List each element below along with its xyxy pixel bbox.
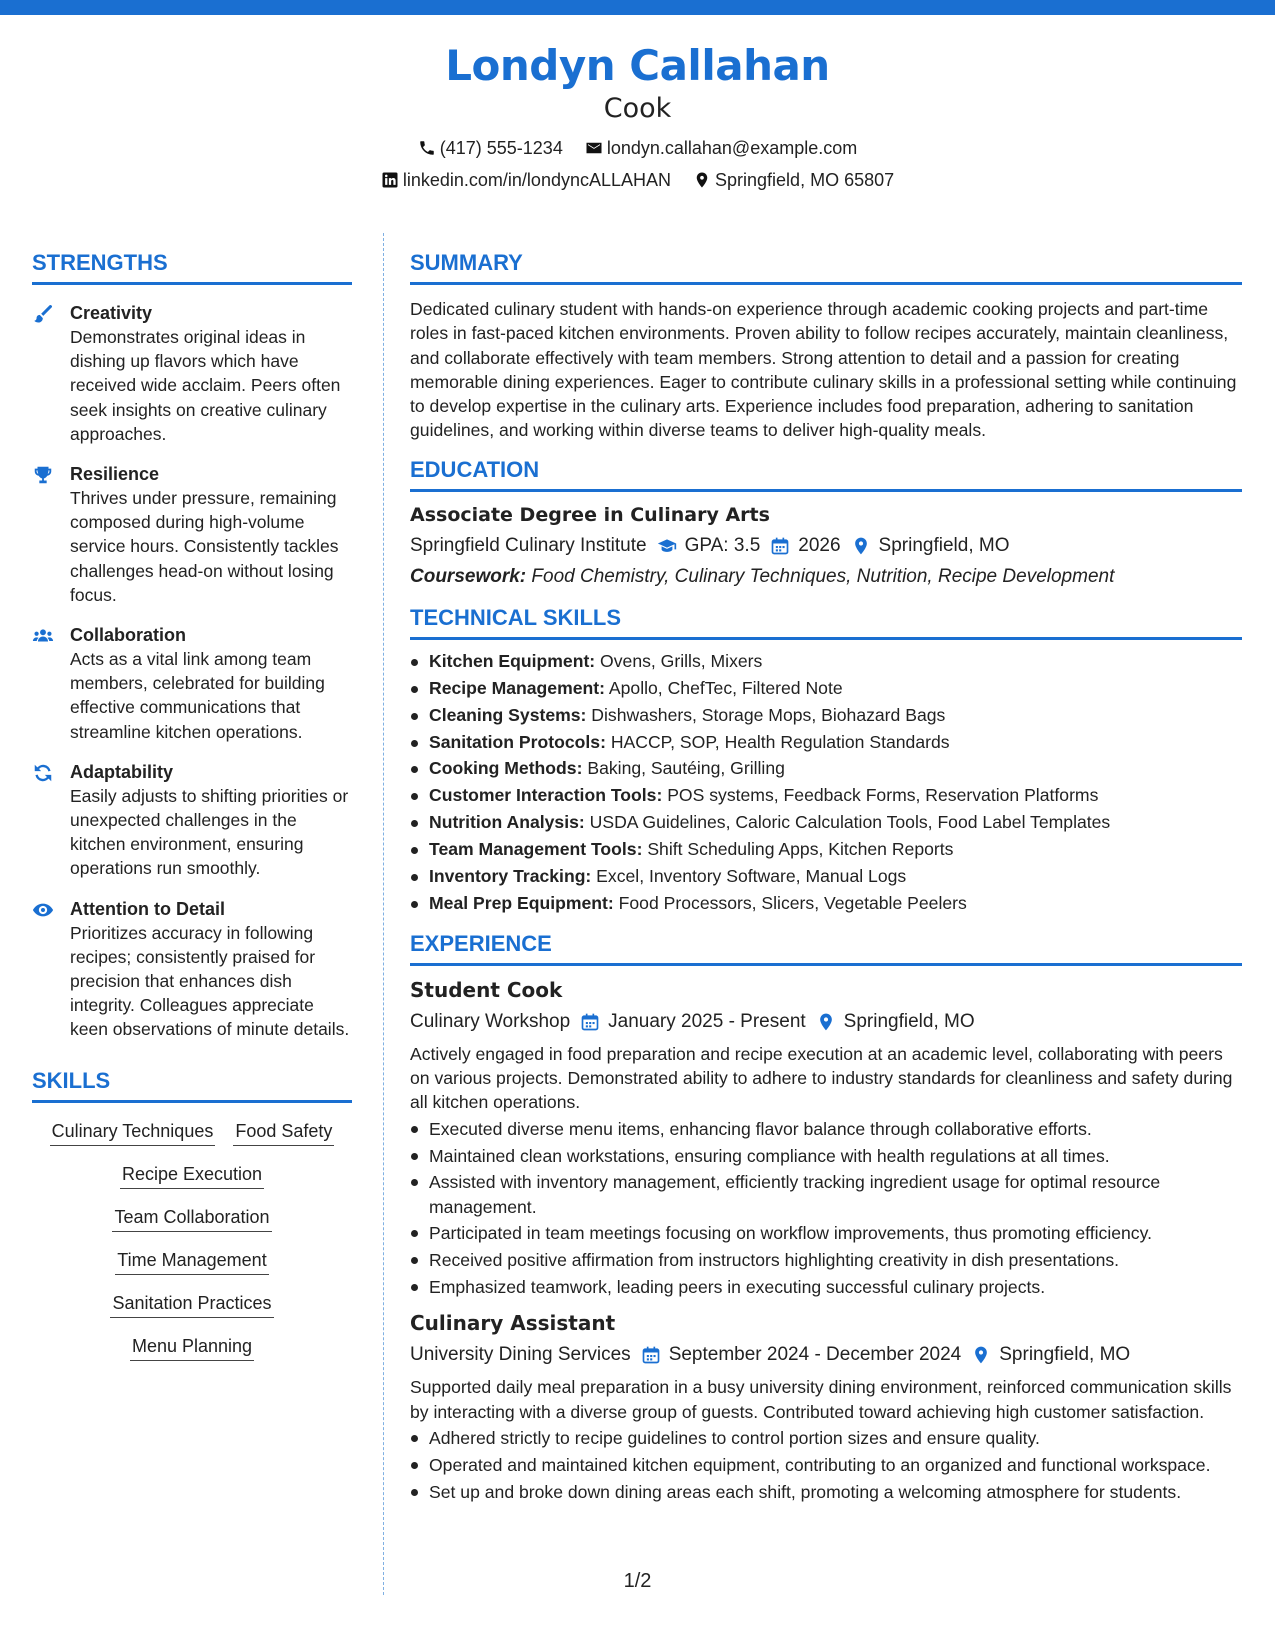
technical-skills-list	[410, 648, 1242, 917]
job-entry	[410, 1309, 1242, 1503]
strength-item	[32, 897, 352, 1042]
job-location: Springfield, MO	[999, 1344, 1131, 1366]
experience-section	[410, 931, 1242, 1504]
strength-desc: Acts as a vital link among team members, celebrated for building effective communications that streamline kitchen operations.	[70, 649, 325, 742]
strength-title: Resilience	[70, 464, 160, 485]
list-item: Executed diverse menu items, enhancing flavor balance through collaborative efforts.	[410, 1117, 1242, 1141]
strength-desc: Thrives under pressure, remaining composed during high-volume service hours. Consistently tackles challenges head-on without losing focus.	[70, 488, 339, 605]
top-accent-bar	[0, 0, 1275, 15]
list-item: Cooking Methods: Baking, Sautéing, Grilling	[410, 755, 1242, 782]
strength-item	[32, 760, 352, 881]
skill-tag: Team Collaboration	[112, 1205, 271, 1232]
job-bullets	[410, 1426, 1242, 1504]
list-item: Recipe Management: Apollo, ChefTec, Filtered Note	[410, 675, 1242, 702]
experience-heading: EXPERIENCE	[410, 931, 1242, 966]
left-column	[32, 250, 352, 1361]
degree-title: Associate Degree in Culinary Arts	[410, 503, 770, 526]
linkedin-text: linkedin.com/in/londyncALLAHAN	[402, 170, 672, 190]
gpa-text: GPA: 3.5	[684, 534, 761, 556]
graduation-year: 2026	[798, 534, 841, 556]
list-item: Sanitation Protocols: HACCP, SOP, Health Regulation Standards	[410, 729, 1242, 756]
skill-tag: Sanitation Practices	[110, 1291, 273, 1318]
phone-text: (417) 555-1234	[439, 138, 563, 158]
resume-header	[0, 40, 1275, 192]
users-icon	[32, 625, 54, 647]
education-meta	[410, 532, 1242, 560]
job-location: Springfield, MO	[843, 1010, 975, 1032]
job-description: Supported daily meal preparation in a busy university dining environment, reinforced communication skills by interacting with a diverse group of guests. Contributed toward achieving high customer satisfaction.	[410, 1377, 1232, 1422]
list-item: Set up and broke down dining areas each shift, promoting a welcoming atmosphere for students.	[410, 1480, 1242, 1504]
job-dates: September 2024 - December 2024	[668, 1344, 962, 1366]
list-item: Operated and maintained kitchen equipment, contributing to an organized and functional workspace.	[410, 1453, 1242, 1477]
right-column	[410, 250, 1242, 1506]
email-text: londyn.callahan@example.com	[606, 138, 858, 158]
graduation-cap-icon	[657, 536, 677, 556]
job-title: Culinary Assistant	[410, 1311, 616, 1336]
contact-phone[interactable]	[418, 136, 563, 160]
phone-icon	[418, 139, 436, 157]
contact-row-1	[0, 136, 1275, 160]
candidate-name: Londyn Callahan	[445, 41, 830, 90]
trophy-icon	[32, 464, 54, 486]
list-item: Adhered strictly to recipe guidelines to control portion sizes and ensure quality.	[410, 1426, 1242, 1450]
contact-email[interactable]	[585, 136, 857, 160]
summary-text: Dedicated culinary student with hands-on experience through academic cooking projects and part-time roles in fast-paced kitchen environments. Proven ability to follow recipes accurately, maintain cleanliness, and collaborate effectively with team members. Strong attention to detail and a passion for creating memorable dining experiences. Eager to contribute culinary skills in a professional setting while continuing to develop expertise in the culinary arts. Experience includes food preparation, adhering to sanitation guidelines, and working within diverse teams to deliver high-quality meals.	[410, 299, 1237, 441]
education-section	[410, 457, 1242, 591]
strength-item	[32, 301, 352, 446]
eye-icon	[32, 899, 54, 921]
job-title: Student Cook	[410, 977, 563, 1002]
strength-item	[32, 623, 352, 744]
calendar-icon	[580, 1012, 600, 1032]
linkedin-icon	[381, 171, 399, 189]
strength-title: Adaptability	[70, 761, 174, 782]
coursework	[410, 563, 1242, 591]
column-divider	[383, 233, 384, 1595]
list-item: Cleaning Systems: Dishwashers, Storage Mops, Biohazard Bags	[410, 702, 1242, 729]
strength-title: Creativity	[70, 303, 153, 323]
calendar-icon	[770, 536, 790, 556]
strength-title: Collaboration	[70, 625, 186, 646]
skill-tag: Menu Planning	[130, 1334, 254, 1361]
envelope-icon	[585, 139, 603, 157]
strengths-heading: STRENGTHS	[32, 250, 352, 285]
school-location: Springfield, MO	[878, 534, 1010, 556]
skills-section	[32, 1068, 352, 1361]
list-item: Team Management Tools: Shift Scheduling Apps, Kitchen Reports	[410, 836, 1242, 863]
list-item: Assisted with inventory management, efficiently tracking ingredient usage for optimal resource management.	[410, 1170, 1242, 1219]
technical-skills-heading: TECHNICAL SKILLS	[410, 605, 1242, 640]
coursework-label: Coursework:	[410, 565, 527, 587]
summary-heading: SUMMARY	[410, 250, 1242, 285]
education-heading: EDUCATION	[410, 457, 1242, 492]
contact-location	[693, 168, 894, 192]
contact-row-2	[0, 168, 1275, 192]
company-name: University Dining Services	[410, 1344, 631, 1366]
list-item: Customer Interaction Tools: POS systems, Feedback Forms, Reservation Platforms	[410, 782, 1242, 809]
school-name: Springfield Culinary Institute	[410, 534, 647, 556]
skill-tag: Food Safety	[233, 1119, 334, 1146]
strength-item	[32, 462, 352, 607]
map-pin-icon	[693, 171, 711, 189]
list-item: Emphasized teamwork, leading peers in executing successful culinary projects.	[410, 1275, 1242, 1299]
page-indicator: 1/2	[623, 1570, 652, 1592]
list-item: Maintained clean workstations, ensuring compliance with health regulations at all times.	[410, 1144, 1242, 1168]
list-item: Meal Prep Equipment: Food Processors, Slicers, Vegetable Peelers	[410, 890, 1242, 917]
company-name: Culinary Workshop	[410, 1010, 571, 1032]
candidate-title: Cook	[603, 93, 672, 124]
strength-title: Attention to Detail	[70, 898, 225, 919]
contact-linkedin[interactable]	[381, 168, 671, 192]
list-item: Kitchen Equipment: Ovens, Grills, Mixers	[410, 648, 1242, 675]
skills-heading: SKILLS	[32, 1068, 352, 1103]
paintbrush-icon	[32, 303, 54, 325]
sync-icon	[32, 762, 54, 784]
strength-desc: Demonstrates original ideas in dishing up flavors which have received wide acclaim. Peers often seek insights on creative culinary approaches.	[70, 327, 341, 444]
list-item: Received positive affirmation from instructors highlighting creativity in dish presentations.	[410, 1248, 1242, 1272]
list-item: Inventory Tracking: Excel, Inventory Software, Manual Logs	[410, 863, 1242, 890]
skill-tags	[32, 1119, 352, 1361]
job-meta	[410, 1008, 1242, 1036]
job-description: Actively engaged in food preparation and recipe execution at an academic level, collaborating with peers on various projects. Demonstrated ability to adhere to industry standards for cleanliness and safety during all kitchen operations.	[410, 1043, 1233, 1113]
map-pin-icon	[851, 536, 871, 556]
strength-desc: Easily adjusts to shifting priorities or unexpected challenges in the kitchen environment, ensuring operations run smoothly.	[70, 785, 349, 879]
strength-desc: Prioritizes accuracy in following recipes; consistently praised for precision that enhances dish integrity. Colleagues appreciate keen observations of minute details.	[70, 922, 350, 1040]
skill-tag: Time Management	[115, 1248, 268, 1275]
map-pin-icon	[816, 1012, 836, 1032]
list-item: Participated in team meetings focusing on workflow improvements, thus promoting efficiency.	[410, 1221, 1242, 1245]
location-text: Springfield, MO 65807	[715, 170, 895, 190]
job-entry	[410, 976, 1242, 1299]
list-item: Nutrition Analysis: USDA Guidelines, Caloric Calculation Tools, Food Label Templates	[410, 809, 1242, 836]
coursework-list: Food Chemistry, Culinary Techniques, Nutrition, Recipe Development	[526, 565, 1115, 587]
map-pin-icon	[971, 1345, 991, 1365]
calendar-icon	[641, 1345, 661, 1365]
skill-tag: Recipe Execution	[120, 1162, 264, 1189]
job-dates: January 2025 - Present	[608, 1010, 806, 1032]
job-meta	[410, 1341, 1242, 1369]
job-bullets	[410, 1117, 1242, 1300]
skill-tag: Culinary Techniques	[50, 1119, 216, 1146]
technical-skills-section	[410, 605, 1242, 917]
